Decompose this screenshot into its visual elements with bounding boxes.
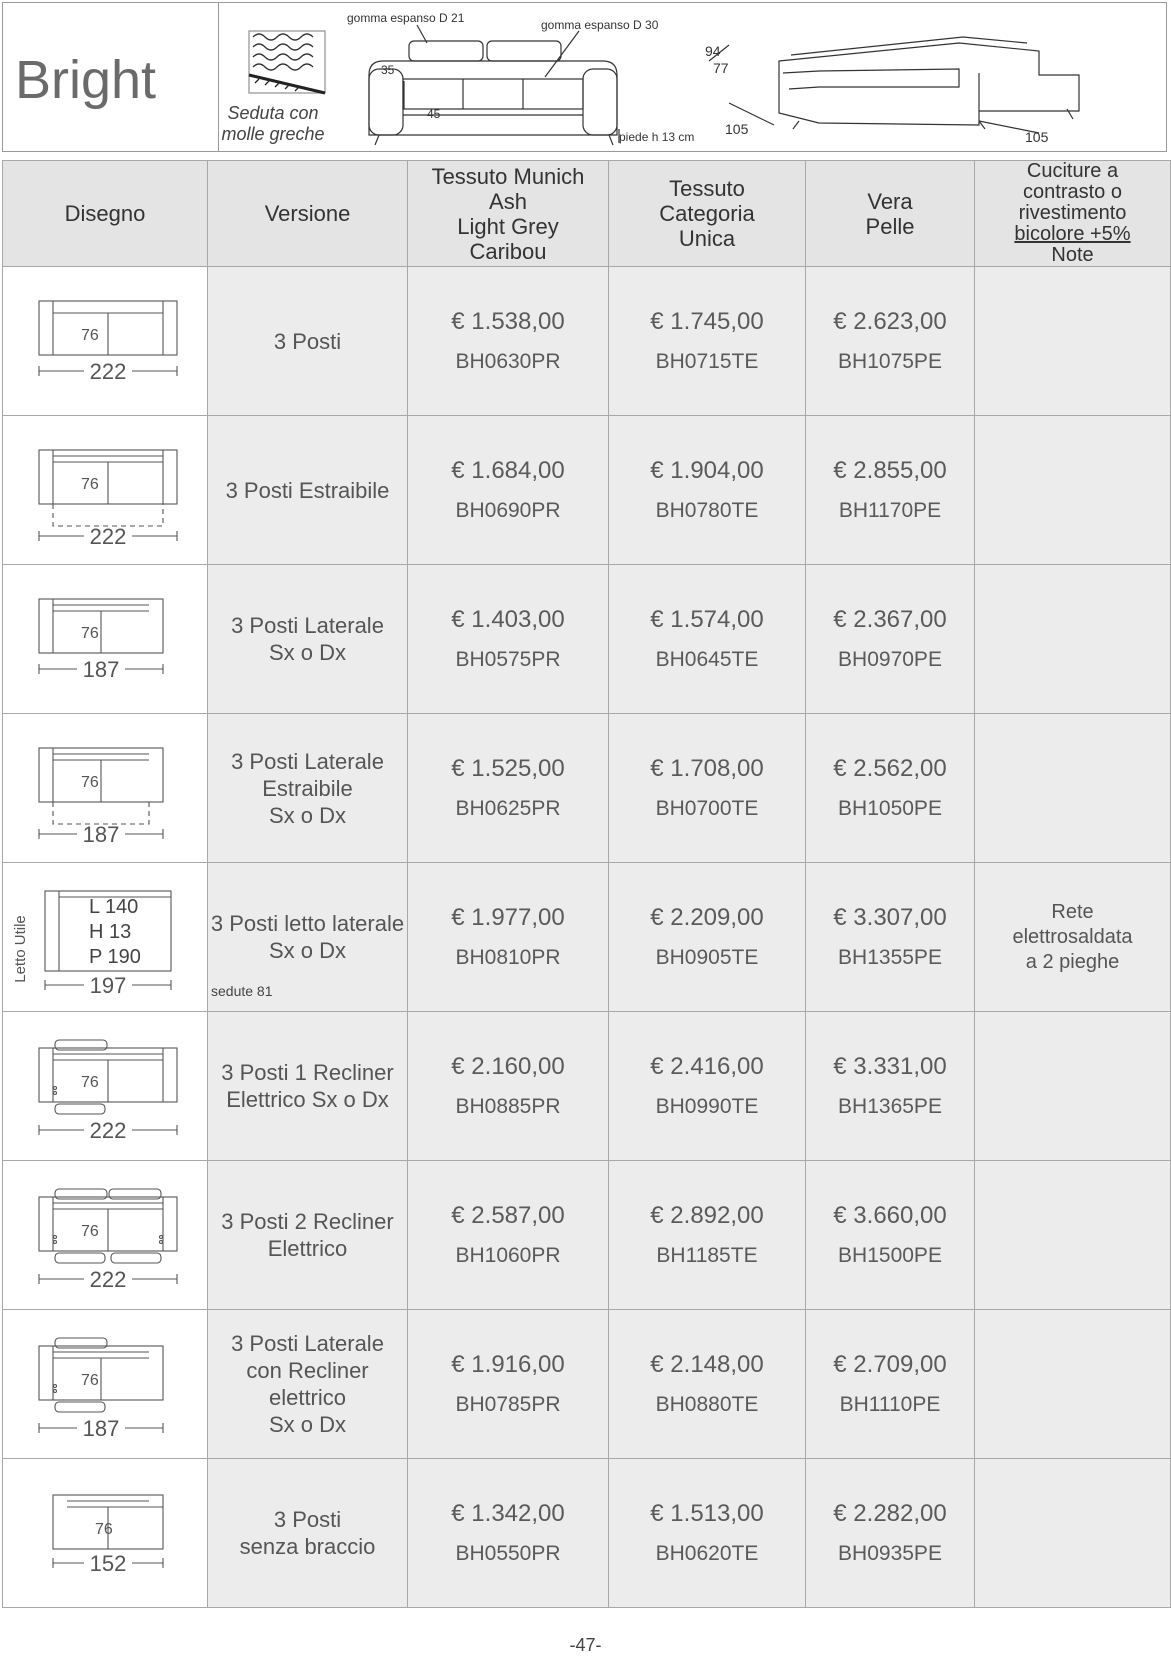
sofa-plan-drawing [5,271,205,411]
foam-seat-label: gomma espanso D 30 [541,18,659,32]
categoria-cell [609,565,806,714]
drawing-cell [3,1310,208,1459]
pelle-cell [806,863,975,1012]
drawing-cell [3,1459,208,1608]
note-cell [975,714,1171,863]
version-label: Sx o Dx [268,1412,347,1437]
header-pelle-line: Pelle [865,213,915,239]
pelle-code: BH1170PE [838,499,942,522]
note-cell [975,565,1171,714]
table-row [3,714,1171,863]
pelle-cell [806,267,975,416]
version-label: 3 Posti Laterale [231,748,384,774]
version-cell [208,1459,408,1608]
categoria-code: BH1185TE [656,1244,758,1267]
drawing-depth-label: 76 [81,1074,99,1091]
version-cell [208,267,408,416]
munich-price: € 1.342,00 [451,1500,565,1527]
categoria-code: BH0700TE [655,797,759,820]
categoria-cell [609,1310,806,1459]
categoria-price: € 2.209,00 [650,904,764,931]
version-label: 3 Posti Laterale [231,613,384,638]
munich-cell [408,1161,609,1310]
pelle-code: BH1110PE [839,1393,941,1416]
pelle-code: BH1075PE [838,350,942,373]
pelle-code: BH1365PE [838,1095,942,1118]
note-cell [975,1161,1171,1310]
version-label: Sx o Dx [268,640,347,665]
product-name: Bright [15,50,157,110]
munich-cell [408,863,609,1012]
header-version: Versione [208,161,408,267]
drawing-depth-label: 76 [81,1372,99,1389]
version-cell [208,863,408,1012]
categoria-price: € 1.904,00 [650,457,764,484]
header-pelle-line: Vera [867,188,913,214]
categoria-code: BH0715TE [655,350,759,373]
pelle-price: € 2.282,00 [833,1500,947,1527]
header-munich-line: Tessuto Munich [431,163,585,189]
pelle-code: BH1500PE [838,1244,942,1267]
pelle-price: € 3.660,00 [833,1202,947,1229]
drawing-cell [3,863,208,1012]
pelle-cell [806,714,975,863]
version-label: Sx o Dx [268,802,347,828]
note-cell [975,863,1171,1012]
version-cell [208,565,408,714]
header-categoria-line: Tessuto [669,176,745,201]
categoria-cell [609,267,806,416]
version-cell [208,1012,408,1161]
drawing-cell [3,1161,208,1310]
drawing-width-label: 222 [89,1267,127,1292]
version-cell [208,1310,408,1459]
categoria-price: € 1.708,00 [650,755,764,782]
dim-77-label: 77 [713,60,729,76]
munich-cell [408,1012,609,1161]
categoria-code: BH0990TE [655,1095,759,1118]
sofa-plan-drawing [5,569,205,709]
table-row [3,863,1171,1012]
munich-cell [408,416,609,565]
drawing-cell [3,714,208,863]
seat-count-note: sedute 81 [211,983,273,999]
drawing-width-label: 187 [82,1416,120,1441]
categoria-cell [609,1161,806,1310]
munich-cell [408,565,609,714]
sofa-plan-drawing [5,1165,205,1305]
version-cell [208,714,408,863]
table-row [3,1459,1171,1608]
sofa-plan-drawing [5,420,205,560]
pelle-code: BH1050PE [838,797,942,820]
drawing-width-label: 187 [82,657,120,682]
version-cell [208,416,408,565]
munich-code: BH0625PR [455,797,561,820]
header-drawing: Disegno [3,161,208,267]
categoria-cell [609,416,806,565]
categoria-price: € 2.416,00 [650,1053,764,1080]
note-cell [975,416,1171,565]
bed-side-label: Letto Utile [12,915,29,983]
bed-size-label: H 13 [89,921,132,943]
note-cell [975,1459,1171,1608]
drawing-cell [3,267,208,416]
product-header [2,2,1167,152]
pelle-code: BH1355PE [838,946,942,969]
pelle-cell [806,565,975,714]
sofa-plan-drawing [5,1463,205,1603]
header-notes-line: Note [1051,244,1094,266]
sofa-plan-drawing [5,867,205,1007]
table-row [3,267,1171,416]
munich-code: BH0885PR [455,1095,561,1118]
header-notes-line: bicolore +5% [1014,223,1131,245]
dim-94-label: 94 [705,43,721,59]
drawing-cell [3,1012,208,1161]
categoria-cell [609,863,806,1012]
header-notes-line: Cuciture a [1026,160,1119,182]
note-cell [975,267,1171,416]
version-label: 3 Posti 1 Recliner [221,1060,394,1085]
header-categoria-line: Unica [678,226,736,251]
version-label: 3 Posti [273,328,342,354]
version-label: Sx o Dx [268,938,347,963]
munich-cell [408,1459,609,1608]
header-notes [975,161,1171,267]
munich-price: € 1.538,00 [451,308,565,335]
munich-cell [408,1310,609,1459]
version-label: senza braccio [239,1534,376,1559]
categoria-cell [609,714,806,863]
table-row [3,565,1171,714]
pelle-price: € 2.562,00 [833,755,947,782]
categoria-code: BH0880TE [655,1393,759,1416]
drawing-width-label: 152 [89,1551,127,1576]
version-label: 3 Posti 2 Recliner [221,1209,394,1234]
note-cell [975,1012,1171,1161]
drawing-depth-label: 76 [81,327,99,344]
drawing-width-label: 222 [89,1118,127,1143]
sofa-plan-drawing [5,1016,205,1156]
drawing-depth-label: 76 [81,476,99,493]
munich-code: BH0810PR [455,946,561,969]
sofa-front-view [369,25,619,145]
drawing-width-label: 222 [89,359,127,384]
header-categoria-line: Categoria [659,201,755,226]
categoria-cell [609,1012,806,1161]
pelle-cell [806,1161,975,1310]
categoria-code: BH0780TE [655,499,759,522]
version-label: 3 Posti letto laterale [210,911,405,936]
sofa-corner-view [709,37,1079,133]
munich-price: € 1.684,00 [451,457,565,484]
munich-price: € 2.160,00 [451,1053,565,1080]
seat-springs-label: Seduta con molle greche [221,103,325,144]
munich-code: BH1060PR [455,1244,561,1267]
note-line: Rete [1051,900,1094,923]
header-munich-line: Ash [489,188,527,214]
version-label: 3 Posti [273,1507,342,1532]
dim-105-depth-label: 105 [725,121,749,137]
header-munich [408,161,609,267]
price-table [2,160,1171,1608]
munich-code: BH0630PR [455,350,561,373]
pelle-price: € 2.855,00 [833,457,947,484]
munich-price: € 2.587,00 [451,1202,565,1229]
version-label: Estraibile [262,775,353,801]
version-label: Elettrico Sx o Dx [226,1087,389,1112]
foot-height-label: piede h 13 cm [619,130,695,144]
brand-cell [3,3,219,151]
header-notes-line: rivestimento [1018,202,1127,224]
bed-size-label: P 190 [89,946,141,968]
table-row [3,1012,1171,1161]
pelle-cell [806,1459,975,1608]
header-munich-line: Caribou [469,238,547,264]
table-row [3,1161,1171,1310]
table-row [3,1310,1171,1459]
munich-price: € 1.916,00 [451,1351,565,1378]
categoria-cell [609,1459,806,1608]
bed-size-label: L 140 [89,896,139,918]
drawing-width-label: 222 [89,524,127,549]
header-categoria [609,161,806,267]
version-cell [208,1161,408,1310]
header-pelle [806,161,975,267]
spring-detail-icon [249,31,325,93]
munich-code: BH0550PR [455,1542,561,1565]
page-number: -47- [569,1635,602,1655]
header-notes-line: contrasto o [1023,181,1122,203]
foam-back-label: gomma espanso D 21 [347,11,465,25]
note-line: a 2 pieghe [1025,950,1120,973]
pelle-price: € 2.709,00 [833,1351,947,1378]
table-header-row [3,161,1171,267]
pelle-cell [806,416,975,565]
sofa-plan-drawing [5,718,205,858]
categoria-price: € 2.148,00 [650,1351,764,1378]
drawing-cell [3,565,208,714]
version-label: 3 Posti Laterale [231,1331,384,1356]
note-cell [975,1310,1171,1459]
sofa-plan-drawing [5,1314,205,1454]
drawing-width-label: 187 [82,822,120,847]
categoria-price: € 1.574,00 [650,606,764,633]
pelle-price: € 3.307,00 [833,904,947,931]
categoria-code: BH0905TE [655,946,759,969]
version-label: con Recliner elettrico [246,1358,369,1410]
drawing-depth-label: 76 [81,1223,99,1240]
pelle-price: € 2.367,00 [833,606,947,633]
dim-35-label: 35 [381,63,395,77]
munich-code: BH0575PR [455,648,561,671]
pelle-price: € 3.331,00 [833,1053,947,1080]
drawing-depth-label: 76 [95,1521,113,1538]
munich-price: € 1.977,00 [451,904,565,931]
munich-price: € 1.403,00 [451,606,565,633]
pelle-code: BH0935PE [838,1542,942,1565]
dim-105-chaise-label: 105 [1025,129,1049,145]
pelle-price: € 2.623,00 [833,308,947,335]
pelle-cell [806,1012,975,1161]
munich-cell [408,714,609,863]
categoria-price: € 1.513,00 [650,1500,764,1527]
table-body [3,267,1171,1608]
header-munich-line: Light Grey [457,213,559,239]
drawing-depth-label: 76 [81,774,99,791]
categoria-code: BH0620TE [655,1542,759,1565]
munich-cell [408,267,609,416]
drawing-cell [3,416,208,565]
dim-45-label: 45 [427,107,441,121]
categoria-price: € 1.745,00 [650,308,764,335]
munich-code: BH0690PR [455,499,561,522]
munich-code: BH0785PR [455,1393,561,1416]
categoria-price: € 2.892,00 [650,1202,764,1229]
version-label: Elettrico [267,1236,348,1261]
pelle-cell [806,1310,975,1459]
note-line: elettrosaldata [1012,925,1133,948]
table-row [3,416,1171,565]
technical-drawing [219,3,1166,151]
version-label: 3 Posti Estraibile [225,477,390,503]
munich-price: € 1.525,00 [451,755,565,782]
drawing-width-label: 197 [89,973,127,998]
categoria-code: BH0645TE [655,648,759,671]
drawing-depth-label: 76 [81,625,99,642]
pelle-code: BH0970PE [838,648,942,671]
